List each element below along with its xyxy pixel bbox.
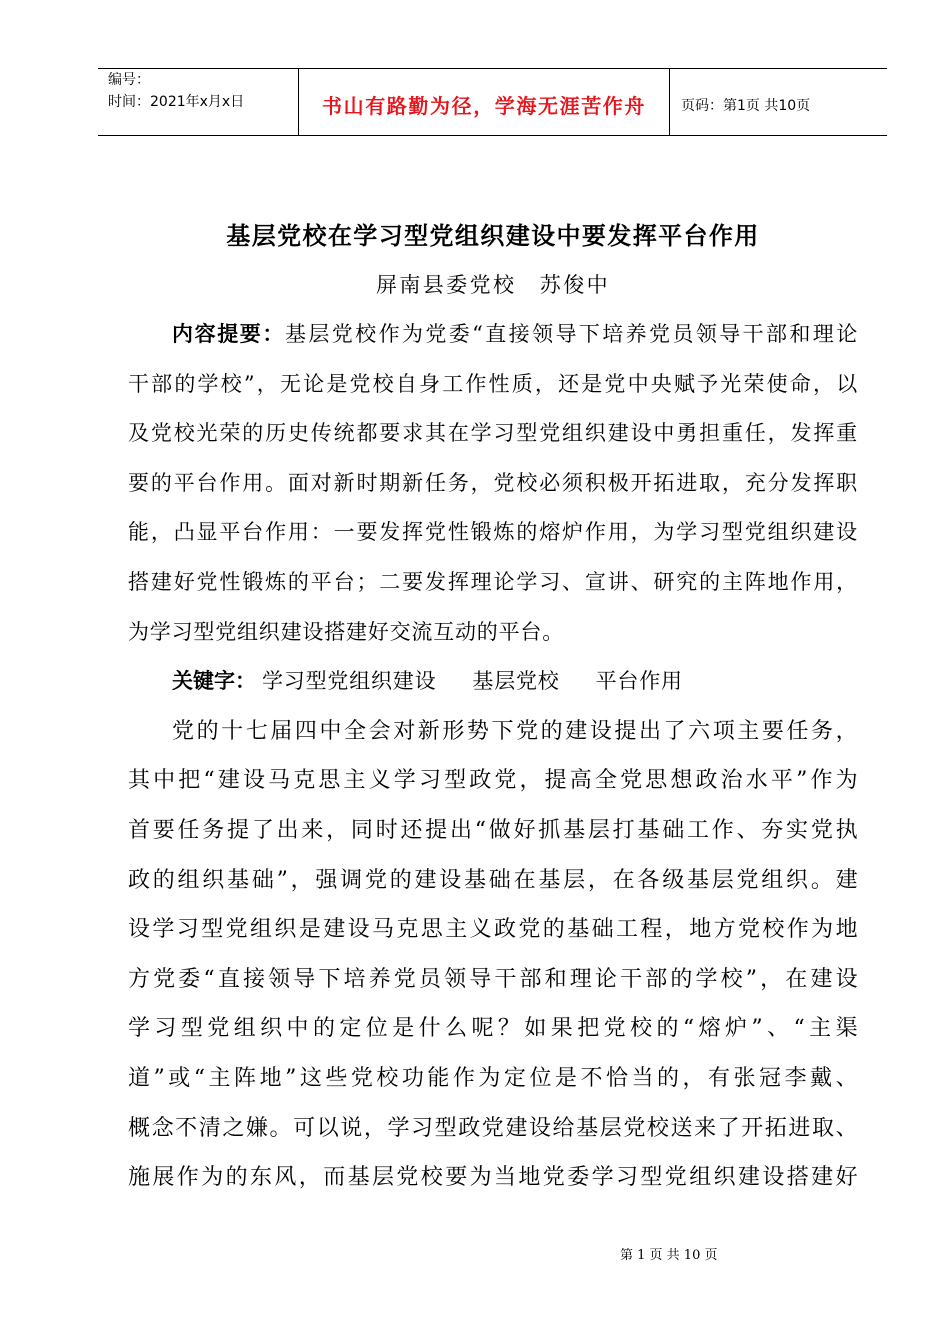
- body-line: 首要任务提了出来，同时还提出“做好抓基层打基础工作、夯实党执: [128, 817, 858, 843]
- body-line: 概念不清之嫌。可以说，学习型政党建设给基层党校送来了开拓进取、: [128, 1115, 858, 1141]
- document-title: 基层党校在学习型党组织建设中要发挥平台作用: [226, 223, 760, 250]
- abstract-line: [128, 310, 858, 360]
- body-line: 政的组织基础”，强调党的建设基础在基层，在各级基层党组织。建: [128, 867, 858, 893]
- header-page-cell: [670, 69, 887, 135]
- body-paragraph: [128, 707, 858, 1203]
- abstract-paragraph: [128, 310, 858, 657]
- header-motto: 书山有路勤为径，学海无涯苦作舟: [322, 94, 646, 118]
- body-line: 学习型党组织中的定位是什么呢？如果把党校的“熔炉”、“主渠: [128, 1016, 858, 1042]
- body-line: 其中把“建设马克思主义学习型政党，提高全党思想政治水平”作为: [128, 768, 858, 794]
- header-motto-cell: [298, 69, 670, 135]
- page-footer: 第 1 页 共 10 页: [620, 1248, 718, 1263]
- abstract-line: 为学习型党组织建设搭建好交流互动的平台。: [128, 619, 564, 644]
- document-author: 屏南县委党校 苏俊中: [376, 273, 610, 297]
- keywords-line: [128, 657, 858, 707]
- body-line: 党的十七届四中全会对新形势下党的建设提出了六项主要任务，: [172, 718, 858, 744]
- header-table: [98, 68, 887, 136]
- keyword-item: 学习型党组织建设: [262, 669, 437, 694]
- serial-label: 编号：: [108, 72, 150, 88]
- body-line: 道”或“主阵地”这些党校功能作为定位是不恰当的，有张冠李戴、: [128, 1065, 858, 1091]
- abstract-line-text: 基层党校作为党委“直接领导下培养党员领导干部和理论: [284, 322, 859, 346]
- keyword-item: 基层党校: [472, 669, 560, 694]
- abstract-line: 干部的学校”，无论是党校自身工作性质，还是党中央赋予光荣使命，以: [128, 371, 858, 396]
- body-line: 设学习型党组织是建设马克思主义政党的基础工程，地方党校作为地: [128, 917, 858, 943]
- abstract-line: 要的平台作用。面对新时期新任务，党校必须积极开拓进取，充分发挥职: [128, 470, 858, 495]
- body-line: 方党委“直接领导下培养党员领导干部和理论干部的学校”，在建设: [128, 966, 858, 992]
- header-page-info: 页码：第1页 共10页: [681, 97, 811, 114]
- body-line: 施展作为的东风，而基层党校要为当地党委学习型党组织建设搭建好: [128, 1165, 858, 1191]
- keyword-item: 平台作用: [595, 669, 683, 694]
- keywords-label: 关键字：: [172, 669, 256, 694]
- abstract-label: 内容提要：: [172, 322, 285, 346]
- header-meta-cell: [98, 69, 298, 135]
- document-body: [128, 310, 858, 1203]
- abstract-line: 及党校光荣的历史传统都要求其在学习型党组织建设中勇担重任，发挥重: [128, 421, 858, 446]
- date-label: 时间：2021年x月x日: [108, 94, 245, 110]
- abstract-line: 搭建好党性锻炼的平台；二要发挥理论学习、宣讲、研究的主阵地作用，: [128, 569, 858, 594]
- abstract-line: 能，凸显平台作用：一要发挥党性锻炼的熔炉作用，为学习型党组织建设: [128, 520, 858, 545]
